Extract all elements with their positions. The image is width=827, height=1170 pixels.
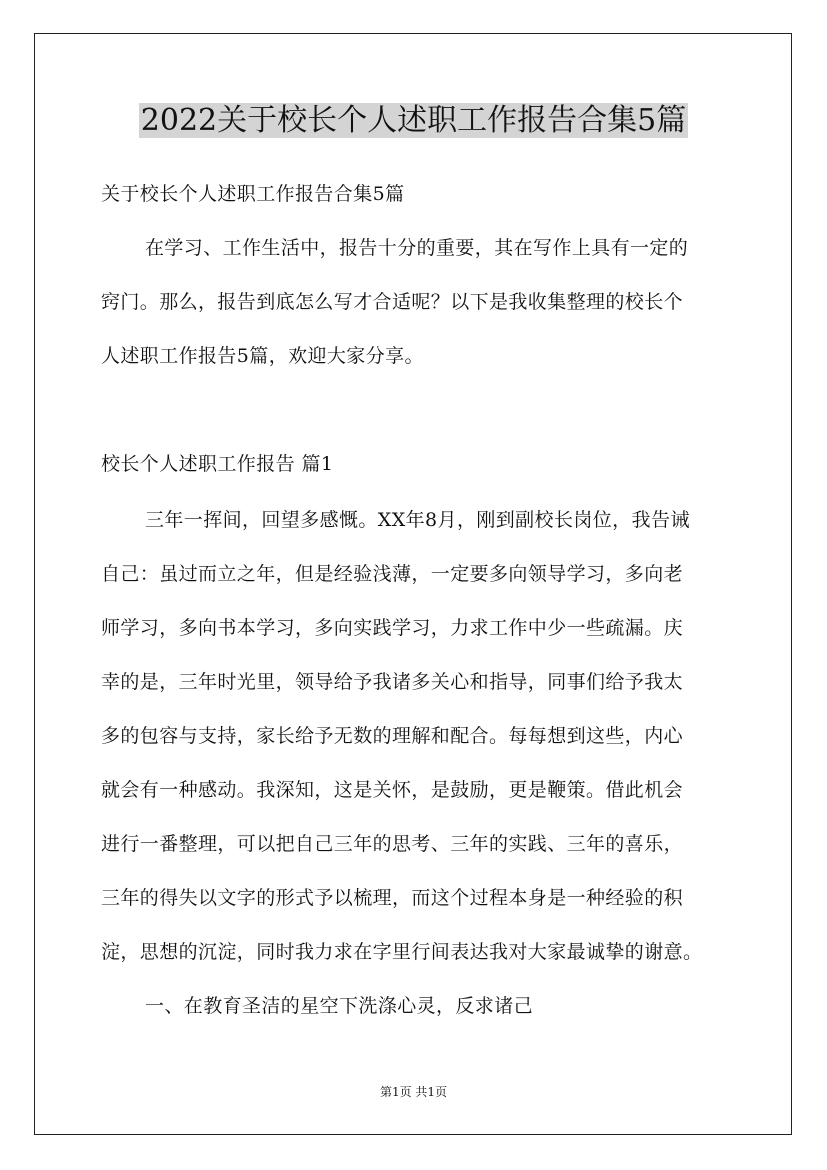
point-heading: 一、在教育圣洁的星空下洗涤心灵，反求诸己 [145, 995, 534, 1017]
section-heading: 校长个人述职工作报告 篇1 [101, 453, 334, 475]
body-line-4: 幸的是，三年时光里，领导给予我诸多关心和指导，同事们给予我太 [101, 671, 684, 693]
intro-line-2: 窍门。那么，报告到底怎么写才合适呢？以下是我收集整理的校长个 [101, 291, 684, 313]
body-line-7: 进行一番整理，可以把自己三年的思考、三年的实践、三年的喜乐， [101, 833, 684, 855]
body-line-5: 多的包容与支持，家长给予无数的理解和配合。每每想到这些，内心 [101, 725, 684, 747]
body-line-8: 三年的得失以文字的形式予以梳理，而这个过程本身是一种经验的积 [101, 887, 684, 909]
body-line-6: 就会有一种感动。我深知，这是关怀，是鼓励，更是鞭策。借此机会 [101, 779, 684, 801]
document-title [0, 100, 827, 142]
page-footer: 第1页 共1页 [379, 1085, 448, 1099]
body-line-3: 师学习，多向书本学习，多向实践学习，力求工作中少一些疏漏。庆 [101, 617, 684, 639]
body-line-1: 三年一挥间，回望多感慨。XX年8月，刚到副校长岗位，我告诫 [145, 509, 690, 531]
document-subtitle: 关于校长个人述职工作报告合集5篇 [101, 183, 405, 205]
document-title-text: 2022关于校长个人述职工作报告合集5篇 [140, 103, 687, 138]
intro-line-1: 在学习、工作生活中，报告十分的重要，其在写作上具有一定的 [145, 237, 689, 259]
body-line-9: 淀，思想的沉淀，同时我力求在字里行间表达我对大家最诚挚的谢意。 [101, 941, 703, 963]
body-line-2: 自己：虽过而立之年，但是经验浅薄，一定要多向领导学习，多向老 [101, 563, 684, 585]
intro-line-3: 人述职工作报告5篇，欢迎大家分享。 [101, 345, 424, 367]
